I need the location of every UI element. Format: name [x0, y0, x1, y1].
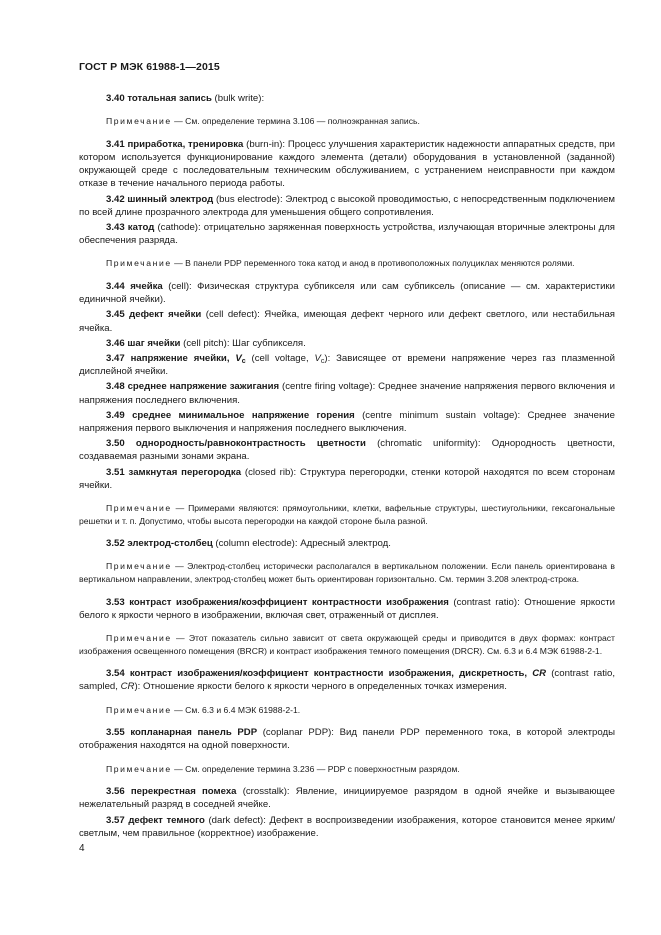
note-text: — Примерами являются: прямоугольники, клетки, вафельные структуры, шестиугольники, гексагональные решетки и т. п. Допустимо, чтобы высота перегородки на каждой стороне была разной. — [79, 503, 615, 526]
term-name: катод — [127, 222, 155, 234]
term-definition: ): Отношение яркости белого к яркости черного в определенных точках измерения. — [134, 681, 507, 693]
term-definition: (centre firing voltage): Среднее значение напряжения первого включения и напряжения последнего включения. — [79, 381, 615, 406]
term-number: 3.51 — [106, 466, 125, 478]
note-label: Примечание — [106, 633, 172, 644]
term-symbol-inline-subscript: c — [320, 358, 325, 366]
term-name: контраст изображения/коэффициент контрастности изображения, дискретность, — [129, 668, 528, 680]
note-text: — Этот показатель сильно зависит от света окружающей среды и приводится в двух формах: контраст изображения освещенного помещения (BRCR) и контраст изображения темного помещения (DRCR). См. 6.3 и 6.4 МЭК 61988-2-1. — [79, 633, 615, 656]
term-number: 3.55 — [106, 727, 125, 739]
note-label: Примечание — [106, 503, 172, 514]
term-name: замкнутая перегородка — [128, 466, 242, 478]
term-name: среднее минимальное напряжение горения — [132, 409, 355, 421]
term-symbol-inline: V — [314, 353, 321, 365]
term-name: тотальная запись — [127, 93, 212, 104]
term-definition: (cell): Физическая структура субпикселя или сам субпиксель (описание — см. характеристики единичной ячейки). — [79, 281, 615, 306]
term-definition: (coplanar PDP): Вид панели PDP переменного тока, в которой электроды отображения находятся на одной поверхности. — [79, 727, 615, 752]
term-name: приработка, тренировка — [127, 138, 244, 150]
note-text: — См. 6.3 и 6.4 МЭК 61988-2-1. — [171, 704, 301, 715]
note-label: Примечание — [106, 763, 172, 774]
term-number: 3.43 — [106, 222, 125, 234]
term-definition: (bulk write): — [211, 93, 265, 104]
term-entry — [79, 352, 615, 378]
term-definition: (cell pitch): Шаг субпикселя. — [180, 337, 306, 349]
term-name: контраст изображения/коэффициент контрастности изображения — [129, 596, 449, 608]
document-body — [79, 92, 615, 842]
term-definition-part: (contrast ratio, sampled, — [79, 668, 616, 693]
term-entry — [79, 221, 615, 247]
note-text: — См. определение термина 3.106 — полноэкранная запись. — [171, 116, 420, 127]
term-entry — [79, 785, 615, 811]
term-entry — [79, 92, 615, 105]
term-entry — [79, 667, 615, 693]
term-symbol: V — [235, 353, 242, 365]
term-number: 3.44 — [106, 281, 125, 293]
note-label: Примечание — [106, 258, 172, 269]
term-number: 3.54 — [106, 668, 125, 680]
term-number: 3.53 — [106, 596, 125, 608]
term-name: среднее напряжение зажигания — [127, 381, 280, 393]
term-number: 3.56 — [106, 786, 125, 798]
term-entry — [79, 726, 615, 752]
term-entry — [79, 380, 615, 406]
term-definition: (cathode): отрицательно заряженная поверхность устройства, излучающая вторичные электроны для обеспечения разряда. — [79, 222, 615, 247]
term-name: перекрестная помеха — [130, 786, 237, 798]
term-definition: ): Зависящее от времени напряжение через газ плазменной дисплейной ячейки. — [79, 353, 615, 378]
term-definition: (cell defect): Ячейка, имеющая дефект черного или дефект светлого, или нестабильная ячейка. — [79, 309, 615, 334]
term-entry — [79, 409, 615, 435]
term-number: 3.48 — [106, 381, 125, 393]
note — [79, 560, 615, 585]
term-name: ячейка — [130, 281, 163, 293]
term-name: шинный электрод — [127, 193, 214, 205]
term-name: однородность/равноконтрастность цветности — [135, 438, 366, 450]
term-entry — [79, 466, 615, 492]
term-symbol: CR — [532, 668, 547, 680]
term-name: напряжение ячейки, — [130, 353, 230, 365]
term-number: 3.40 — [106, 93, 125, 104]
term-entry — [79, 437, 615, 463]
note-label: Примечание — [106, 116, 172, 127]
term-definition: (crosstalk): Явление, инициируемое разрядом в одной ячейке и вызывающее нежелательный разряд в соседней ячейке. — [79, 786, 615, 811]
note-label: Примечание — [106, 704, 172, 715]
term-definition: (burn-in): Процесс улучшения характеристик надежности аппаратных средств, при котором используется функционирование каждого элемента (детали) оборудования в установленной (заданной) окружающей среде с последовательным техническим обслуживанием, с устранением неисправности при каждом отказе в течение начального периода работы. — [79, 138, 615, 190]
term-number: 3.50 — [106, 438, 125, 450]
note — [79, 115, 615, 128]
term-number: 3.49 — [106, 409, 125, 421]
term-name: копланарная панель PDP — [130, 727, 258, 739]
term-symbol-inline: CR — [120, 681, 135, 693]
term-definition: (contrast ratio): Отношение яркости белого к яркости черного в изображении, включая свет, отраженный от дисплея. — [79, 596, 616, 621]
note-text: — В панели PDP переменного тока катод и анод в противоположных полуциклах меняются ролями. — [171, 258, 575, 269]
term-number: 3.46 — [106, 337, 125, 349]
term-entry — [79, 138, 615, 191]
note — [79, 763, 615, 776]
document-header: ГОСТ Р МЭК 61988-1—2015 — [79, 61, 220, 73]
term-number: 3.42 — [106, 193, 125, 205]
term-definition: (bus electrode): Электрод с высокой проводимостью, с непосредственным подключением по всей длине прозрачного электрода для уменьшения общего сопротивления. — [79, 193, 615, 218]
term-definition: (chromatic uniformity): Однородность цветности, создаваемая разными зонами экрана. — [79, 438, 615, 463]
term-number: 3.41 — [106, 138, 125, 150]
term-definition: (centre minimum sustain voltage): Среднее значение напряжения первого выключения и напряжения последнего выключения. — [79, 409, 615, 435]
term-definition: (closed rib): Структура перегородки, стенки которой находятся по всем сторонам ячейки. — [79, 466, 615, 491]
term-name: дефект ячейки — [129, 309, 202, 321]
term-number: 3.57 — [106, 814, 125, 826]
term-entry — [79, 280, 615, 306]
term-number: 3.47 — [106, 353, 125, 365]
term-name: электрод-столбец — [127, 538, 213, 550]
term-symbol-subscript: c — [241, 358, 246, 366]
page-number: 4 — [79, 843, 85, 854]
note — [79, 632, 615, 657]
term-number: 3.52 — [106, 538, 125, 550]
note — [79, 502, 615, 527]
note-text: — См. определение термина 3.236 — PDP с поверхностным разрядом. — [171, 763, 460, 774]
term-name: шаг ячейки — [127, 337, 181, 349]
note-text: — Электрод-столбец исторически располагался в вертикальном положении. Если панель ориентирована в вертикальном направлении, электрод-столбец может быть ориентирован горизонтально. См. термин 3.208 электрод-строка. — [79, 561, 615, 585]
term-entry — [79, 193, 615, 219]
term-entry — [79, 337, 615, 350]
note — [79, 704, 615, 717]
note — [79, 257, 615, 270]
term-entry — [79, 537, 615, 550]
note-label: Примечание — [106, 561, 172, 572]
term-number: 3.45 — [106, 309, 125, 321]
term-entry — [79, 596, 615, 622]
term-definition-part: (cell voltage, — [245, 353, 315, 365]
term-definition: (column electrode): Адресный электрод. — [212, 538, 391, 550]
term-definition: (dark defect): Дефект в воспроизведении изображения, которое становится менее ярким/светлым, чем правильное (корректное) изображение. — [79, 814, 615, 839]
term-name: дефект темного — [128, 814, 205, 826]
term-entry — [79, 308, 615, 334]
term-entry — [79, 814, 615, 840]
